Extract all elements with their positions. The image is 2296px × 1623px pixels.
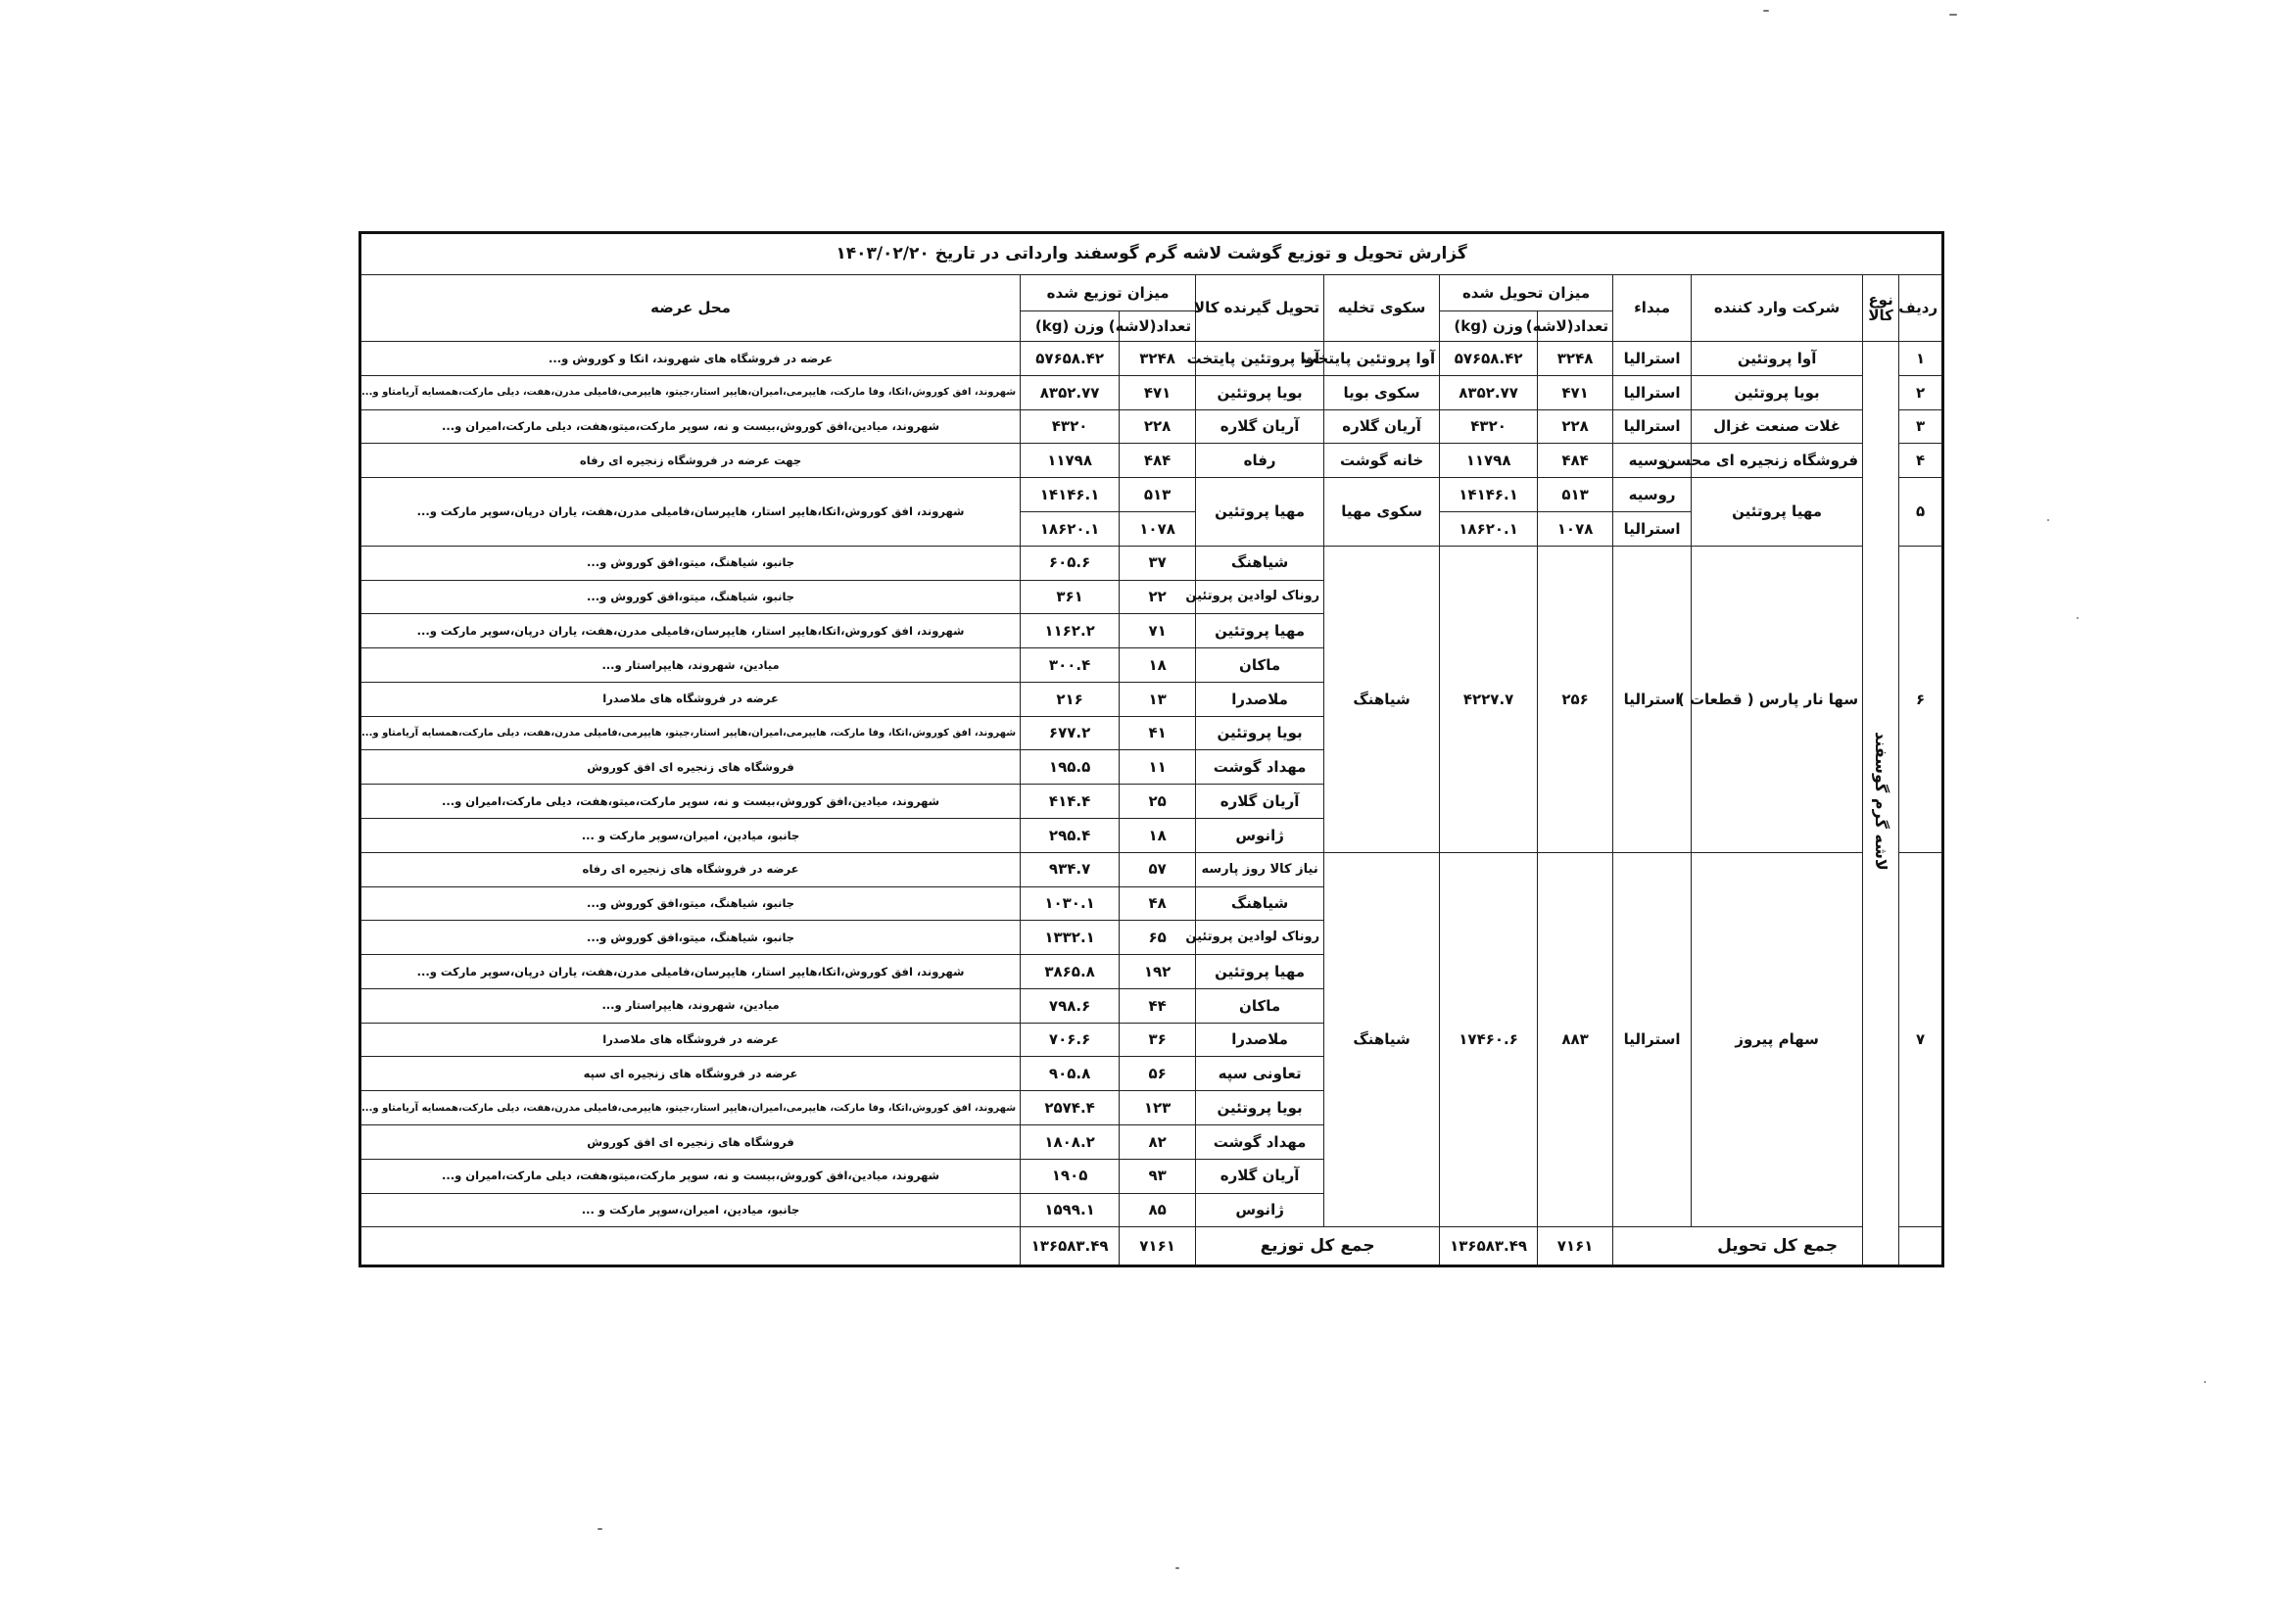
row-no: ۷ [1899, 852, 1943, 1227]
distributed-count-cell: ۱۲۳ [1120, 1091, 1196, 1125]
location-cell: عرضه در فروشگاه های ملاصدرا [360, 682, 1021, 716]
header-delivered-weight: وزن (kg) [1440, 310, 1538, 341]
scan-speck [1175, 1567, 1179, 1569]
receiver-cell: ژانوس [1196, 819, 1324, 853]
scan-speck [2077, 617, 2079, 619]
distributed-weight-cell: ۱۱۶۲.۲ [1021, 614, 1120, 648]
distributed-count-cell: ۴۷۱ [1120, 375, 1196, 409]
receiver-cell: رفاه [1196, 444, 1324, 478]
receiver-cell: مهیا پروتئین [1196, 614, 1324, 648]
delivered-weight-cell: ۱۸۶۲۰.۱ [1440, 511, 1538, 546]
location-cell: شهروند، افق کوروش،اتکا،هایپر استار، هایپرسان،فامیلی مدرن،هفت، یاران درپان،سوپر مارکت و... [360, 478, 1021, 547]
location-cell: جانبو، شیاهنگ، میتو،افق کوروش و... [360, 886, 1021, 921]
distributed-weight-cell: ۳۶۱ [1021, 580, 1120, 614]
distributed-count-cell: ۸۲ [1120, 1125, 1196, 1160]
receiver-cell: مهیا پروتئین [1196, 478, 1324, 547]
distributed-count-cell: ۸۵ [1120, 1193, 1196, 1227]
location-cell: شهروند، افق کوروش،اتکا، وفا مارکت، هایپرمی،امیران،هایپر استار،جیتو، هایپرمی،فامیلی مدرن،هفت، دیلی مارکت،همسایه آریامتاو و... [360, 375, 1021, 409]
location-cell: جانبو، شیاهنگ، میتو،افق کوروش و... [360, 921, 1021, 955]
origin-cell: استرالیا [1613, 546, 1692, 852]
header-row-no: ردیف [1899, 274, 1943, 342]
distributed-count-cell: ۲۲۸ [1120, 409, 1196, 444]
distribution-total-weight: ۱۳۶۵۸۳.۴۹ [1021, 1227, 1120, 1266]
distributed-count-cell: ۵۶ [1120, 1057, 1196, 1091]
distributed-count-cell: ۵۷ [1120, 852, 1196, 886]
distributed-weight-cell: ۱۹۵.۵ [1021, 750, 1120, 785]
distributed-count-cell: ۹۳ [1120, 1159, 1196, 1193]
location-cell: جانبو، میادین، امیران،سوپر مارکت و ... [360, 1193, 1021, 1227]
delivered-count-cell: ۱۰۷۸ [1538, 511, 1613, 546]
receiver-cell: ملاصدرا [1196, 682, 1324, 716]
distribution-total-label: جمع کل توزیع [1196, 1227, 1440, 1266]
location-cell: شهروند، میادین،افق کوروش،بیست و نه، سوپر مارکت،میتو،هفت، دیلی مارکت،امیران و... [360, 1159, 1021, 1193]
location-cell: فروشگاه های زنجیره ای افق کوروش [360, 1125, 1021, 1160]
distributed-count-cell: ۱۳ [1120, 682, 1196, 716]
distributed-weight-cell: ۱۵۹۹.۱ [1021, 1193, 1120, 1227]
header-delivered-count: تعداد(لاشه) [1538, 310, 1613, 341]
distributed-count-cell: ۲۵ [1120, 785, 1196, 819]
delivered-count-cell: ۸۸۳ [1538, 852, 1613, 1227]
receiver-cell: آریان گلاره [1196, 785, 1324, 819]
distributed-weight-cell: ۳۸۶۵.۸ [1021, 955, 1120, 989]
delivered-count-cell: ۴۷۱ [1538, 375, 1613, 409]
distributed-weight-cell: ۹۳۴.۷ [1021, 852, 1120, 886]
distributed-weight-cell: ۱۸۶۲۰.۱ [1021, 511, 1120, 546]
distribution-total-count: ۷۱۶۱ [1120, 1227, 1196, 1266]
receiver-cell: بویا پروتئین [1196, 375, 1324, 409]
location-cell: شهروند، افق کوروش،اتکا، وفا مارکت، هایپرمی،امیران،هایپر استار،جیتو، هایپرمی،فامیلی مدرن،هفت، دیلی مارکت،همسایه آریامتاو و... [360, 1091, 1021, 1125]
importer-cell: سهام پیروز [1692, 852, 1863, 1227]
delivery-total-label: جمع کل تحویل [1613, 1227, 1943, 1266]
distributed-count-cell: ۳۶ [1120, 1023, 1196, 1057]
goods-type-cell [1863, 342, 1899, 1266]
header-distributed: میزان توزیع شده [1021, 274, 1196, 310]
origin-cell: استرالیا [1613, 852, 1692, 1227]
receiver-cell: آوا پروتئین پایتخت [1196, 342, 1324, 376]
header-distributed-weight: وزن (kg) [1021, 310, 1120, 341]
importer-cell: آوا پروتئین [1692, 342, 1863, 376]
header-goods-type: نوع کالا [1863, 274, 1899, 342]
origin-cell: روسیه [1613, 444, 1692, 478]
distributed-weight-cell: ۱۸۰۸.۲ [1021, 1125, 1120, 1160]
location-cell: شهروند، افق کوروش،اتکا،هایپر استار، هایپرسان،فامیلی مدرن،هفت، یاران درپان،سوپر مارکت و... [360, 955, 1021, 989]
delivered-count-cell: ۲۲۸ [1538, 409, 1613, 444]
distributed-count-cell: ۶۵ [1120, 921, 1196, 955]
distributed-weight-cell: ۶۷۷.۲ [1021, 716, 1120, 750]
table-row [360, 546, 1943, 580]
distributed-weight-cell: ۶۰۵.۶ [1021, 546, 1120, 580]
delivered-count-cell: ۴۸۴ [1538, 444, 1613, 478]
receiver-cell: مهیا پروتئین [1196, 955, 1324, 989]
distributed-weight-cell: ۷۰۶.۶ [1021, 1023, 1120, 1057]
report-table [359, 231, 1944, 1267]
goods-type-value: لاشه گرم گوسفند [1871, 732, 1890, 872]
row-no: ۴ [1899, 444, 1943, 478]
importer-cell: مهیا پروتئین [1692, 478, 1863, 547]
distributed-weight-cell: ۱۰۳۰.۱ [1021, 886, 1120, 921]
location-cell: عرضه در فروشگاه های زنجیره ای سپه [360, 1057, 1021, 1091]
distributed-count-cell: ۴۴ [1120, 988, 1196, 1023]
delivered-count-cell: ۵۱۳ [1538, 478, 1613, 512]
distributed-count-cell: ۴۸ [1120, 886, 1196, 921]
header-importer: شرکت وارد کننده [1692, 274, 1863, 342]
table-row [360, 478, 1943, 512]
distributed-weight-cell: ۱۹۰۵ [1021, 1159, 1120, 1193]
distributed-count-cell: ۷۱ [1120, 614, 1196, 648]
delivered-count-cell: ۲۵۶ [1538, 546, 1613, 852]
delivered-count-cell: ۳۲۴۸ [1538, 342, 1613, 376]
platform-cell: آریان گلاره [1324, 409, 1440, 444]
location-cell: جانبو، شیاهنگ، میتو،افق کوروش و... [360, 546, 1021, 580]
distributed-weight-cell: ۲۱۶ [1021, 682, 1120, 716]
importer-cell: غلات صنعت غزال [1692, 409, 1863, 444]
delivered-weight-cell: ۱۴۱۴۶.۱ [1440, 478, 1538, 512]
scan-speck [598, 1528, 602, 1530]
table-row [360, 342, 1943, 376]
scan-speck [1949, 14, 1957, 16]
receiver-cell: آریان گلاره [1196, 409, 1324, 444]
delivered-weight-cell: ۴۲۲۷.۷ [1440, 546, 1538, 852]
platform-cell: شیاهنگ [1324, 546, 1440, 852]
platform-cell: سکوی بویا [1324, 375, 1440, 409]
delivered-weight-cell: ۵۷۶۵۸.۴۲ [1440, 342, 1538, 376]
platform-cell: سکوی مهیا [1324, 478, 1440, 547]
row-no: ۶ [1899, 546, 1943, 852]
table-row [360, 852, 1943, 886]
origin-cell: استرالیا [1613, 511, 1692, 546]
origin-cell: استرالیا [1613, 342, 1692, 376]
table-row [360, 444, 1943, 478]
receiver-cell: روناک لوادین پروتئین [1196, 580, 1324, 614]
receiver-cell: مهداد گوشت [1196, 750, 1324, 785]
header-origin: مبداء [1613, 274, 1692, 342]
distributed-count-cell: ۱۰۷۸ [1120, 511, 1196, 546]
origin-cell: استرالیا [1613, 409, 1692, 444]
scan-speck [2047, 519, 2049, 521]
platform-cell: آوا پروتئین پایتخت [1324, 342, 1440, 376]
platform-cell: شیاهنگ [1324, 852, 1440, 1227]
receiver-cell: شیاهنگ [1196, 546, 1324, 580]
delivered-weight-cell: ۸۳۵۲.۷۷ [1440, 375, 1538, 409]
distributed-count-cell: ۳۲۴۸ [1120, 342, 1196, 376]
receiver-cell: تعاونی سپه [1196, 1057, 1324, 1091]
distributed-weight-cell: ۴۳۲۰ [1021, 409, 1120, 444]
location-cell: شهروند، میادین،افق کوروش،بیست و نه، سوپر مارکت،میتو،هفت، دیلی مارکت،امیران و... [360, 409, 1021, 444]
receiver-cell: بویا پروتئین [1196, 1091, 1324, 1125]
scan-speck [1763, 10, 1769, 12]
location-cell: عرضه در فروشگاه های زنجیره ای رفاه [360, 852, 1021, 886]
totals-row [360, 1227, 1943, 1266]
origin-cell: روسیه [1613, 478, 1692, 512]
distributed-count-cell: ۴۱ [1120, 716, 1196, 750]
table-row [360, 409, 1943, 444]
distributed-weight-cell: ۱۴۱۴۶.۱ [1021, 478, 1120, 512]
row-no: ۲ [1899, 375, 1943, 409]
distributed-weight-cell: ۸۳۵۲.۷۷ [1021, 375, 1120, 409]
delivered-weight-cell: ۱۷۴۶۰.۶ [1440, 852, 1538, 1227]
receiver-cell: مهداد گوشت [1196, 1125, 1324, 1160]
distributed-count-cell: ۵۱۳ [1120, 478, 1196, 512]
receiver-cell: ماکان [1196, 988, 1324, 1023]
distributed-weight-cell: ۴۱۴.۴ [1021, 785, 1120, 819]
report-title: گزارش تحویل و توزیع گوشت لاشه گرم گوسفند وارداتی در تاریخ ۱۴۰۳/۰۲/۲۰ [360, 233, 1943, 275]
platform-cell: خانه گوشت [1324, 444, 1440, 478]
totals-empty-cell [360, 1227, 1021, 1266]
receiver-cell: نیاز کالا روز پارسه [1196, 852, 1324, 886]
distributed-count-cell: ۱۱ [1120, 750, 1196, 785]
header-receiver: تحویل گیرنده کالا [1196, 274, 1324, 342]
table-row [360, 375, 1943, 409]
receiver-cell: بویا پروتئین [1196, 716, 1324, 750]
origin-cell: استرالیا [1613, 375, 1692, 409]
row-no: ۵ [1899, 478, 1943, 547]
distributed-weight-cell: ۵۷۶۵۸.۴۲ [1021, 342, 1120, 376]
distributed-weight-cell: ۱۱۷۹۸ [1021, 444, 1120, 478]
header-distributed-count: تعداد(لاشه) [1120, 310, 1196, 341]
receiver-cell: روناک لوادین پروتئین [1196, 921, 1324, 955]
header-location: محل عرضه [360, 274, 1021, 342]
distributed-weight-cell: ۷۹۸.۶ [1021, 988, 1120, 1023]
row-no: ۱ [1899, 342, 1943, 376]
header-platform: سکوی تخلیه [1324, 274, 1440, 342]
distributed-count-cell: ۲۲ [1120, 580, 1196, 614]
header-delivered: میزان تحویل شده [1440, 274, 1613, 310]
distributed-weight-cell: ۳۰۰.۴ [1021, 648, 1120, 683]
receiver-cell: آریان گلاره [1196, 1159, 1324, 1193]
location-cell: میادین، شهروند، هایپراستار و... [360, 988, 1021, 1023]
location-cell: عرضه در فروشگاه های شهروند، اتکا و کوروش و... [360, 342, 1021, 376]
location-cell: شهروند، افق کوروش،اتکا،هایپر استار، هایپرسان،فامیلی مدرن،هفت، یاران درپان،سوپر مارکت و... [360, 614, 1021, 648]
delivery-total-weight: ۱۳۶۵۸۳.۴۹ [1440, 1227, 1538, 1266]
distributed-weight-cell: ۱۳۳۲.۱ [1021, 921, 1120, 955]
distributed-weight-cell: ۲۹۵.۴ [1021, 819, 1120, 853]
distributed-weight-cell: ۲۵۷۴.۴ [1021, 1091, 1120, 1125]
distributed-count-cell: ۳۷ [1120, 546, 1196, 580]
location-cell: شهروند، افق کوروش،اتکا، وفا مارکت، هایپرمی،امیران،هایپر استار،جیتو، هایپرمی،فامیلی مدرن،هفت، دیلی مارکت،همسایه آریامتاو و... [360, 716, 1021, 750]
delivered-weight-cell: ۴۳۲۰ [1440, 409, 1538, 444]
scan-speck [2204, 1381, 2206, 1383]
distributed-count-cell: ۱۹۲ [1120, 955, 1196, 989]
location-cell: جانبو، شیاهنگ، میتو،افق کوروش و... [360, 580, 1021, 614]
delivery-total-count: ۷۱۶۱ [1538, 1227, 1613, 1266]
distributed-count-cell: ۱۸ [1120, 819, 1196, 853]
importer-cell: بویا پروتئین [1692, 375, 1863, 409]
location-cell: جهت عرضه در فروشگاه زنجیره ای رفاه [360, 444, 1021, 478]
distributed-count-cell: ۴۸۴ [1120, 444, 1196, 478]
location-cell: جانبو، میادین، امیران،سوپر مارکت و ... [360, 819, 1021, 853]
distributed-weight-cell: ۹۰۵.۸ [1021, 1057, 1120, 1091]
location-cell: عرضه در فروشگاه های ملاصدرا [360, 1023, 1021, 1057]
row-no: ۳ [1899, 409, 1943, 444]
receiver-cell: ژانوس [1196, 1193, 1324, 1227]
distributed-count-cell: ۱۸ [1120, 648, 1196, 683]
location-cell: شهروند، میادین،افق کوروش،بیست و نه، سوپر مارکت،میتو،هفت، دیلی مارکت،امیران و... [360, 785, 1021, 819]
receiver-cell: ماکان [1196, 648, 1324, 683]
location-cell: فروشگاه های زنجیره ای افق کوروش [360, 750, 1021, 785]
delivered-weight-cell: ۱۱۷۹۸ [1440, 444, 1538, 478]
receiver-cell: شیاهنگ [1196, 886, 1324, 921]
importer-cell: سها نار پارس ( قطعات ) [1692, 546, 1863, 852]
receiver-cell: ملاصدرا [1196, 1023, 1324, 1057]
importer-cell: فروشگاه زنجیره ای محسن [1692, 444, 1863, 478]
location-cell: میادین، شهروند، هایپراستار و... [360, 648, 1021, 683]
